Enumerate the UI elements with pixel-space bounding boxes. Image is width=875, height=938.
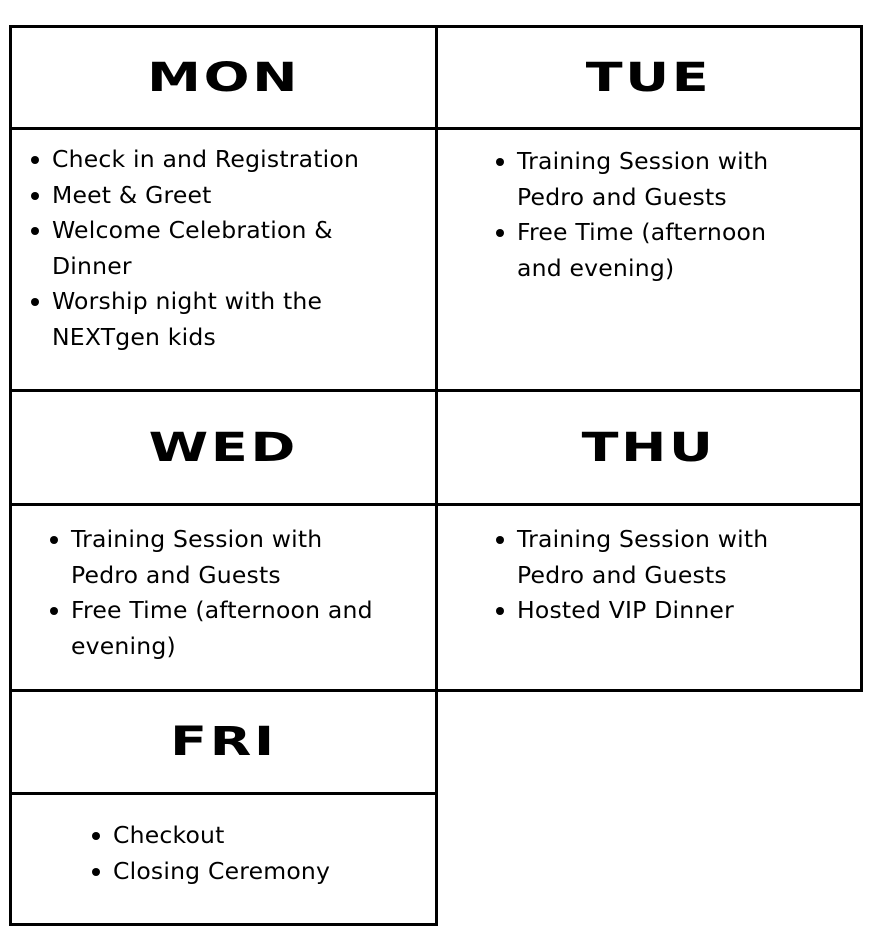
wed-header xyxy=(11,391,436,504)
fri-activity-list xyxy=(91,818,391,889)
list-item: Checkout xyxy=(91,818,391,854)
tue-header xyxy=(437,27,861,128)
grid-line xyxy=(9,25,12,926)
list-item: Welcome Celebration & Dinner xyxy=(30,213,410,284)
list-item: Hosted VIP Dinner xyxy=(495,593,805,629)
wed-activity-list xyxy=(49,522,379,664)
mon-header xyxy=(11,27,436,128)
list-item: Training Session with Pedro and Guests xyxy=(495,144,805,215)
thu-header xyxy=(437,391,861,504)
wed-label: WED xyxy=(148,424,299,471)
list-item: Worship night with the NEXTgen kids xyxy=(30,284,410,355)
grid-line xyxy=(9,923,438,926)
fri-body xyxy=(11,794,436,924)
thu-label: THU xyxy=(582,424,716,471)
thu-body xyxy=(437,505,861,690)
thu-activity-list xyxy=(495,522,805,629)
list-item: Free Time (afternoon and evening) xyxy=(495,215,805,286)
tue-activity-list xyxy=(495,144,805,286)
list-item: Closing Ceremony xyxy=(91,854,391,890)
list-item: Training Session with Pedro and Guests xyxy=(49,522,379,593)
grid-line xyxy=(9,792,438,795)
fri-label: FRI xyxy=(170,719,277,765)
fri-header xyxy=(11,691,436,793)
list-item: Check in and Registration xyxy=(30,142,410,178)
wed-body xyxy=(11,505,436,690)
tue-body xyxy=(437,129,861,390)
mon-activity-list xyxy=(30,142,410,356)
grid-line xyxy=(435,25,438,926)
list-item: Free Time (afternoon and evening) xyxy=(49,593,379,664)
mon-body xyxy=(11,129,436,390)
tue-label: TUE xyxy=(586,54,712,101)
list-item: Training Session with Pedro and Guests xyxy=(495,522,805,593)
mon-label: MON xyxy=(147,54,300,101)
grid-line xyxy=(860,25,863,692)
list-item: Meet & Greet xyxy=(30,178,410,214)
